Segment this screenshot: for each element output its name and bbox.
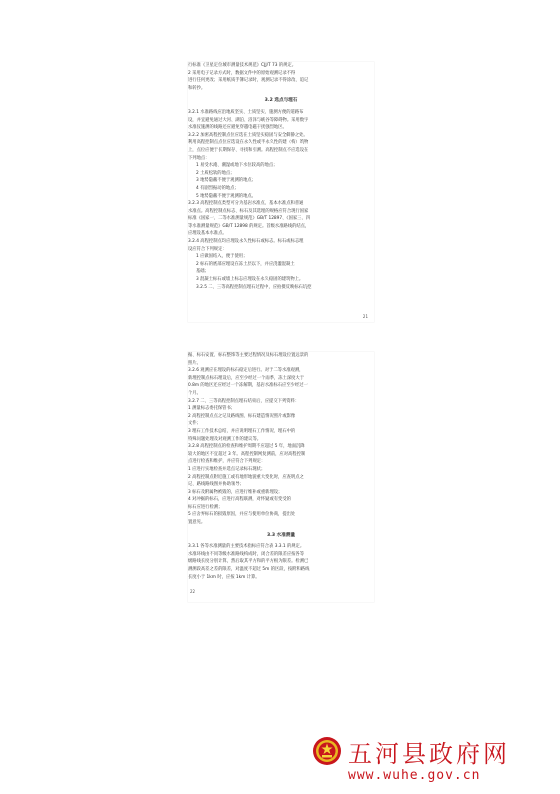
text-line: 1 应进行实地检查并选点记录标石现状； (188, 466, 266, 472)
text-line: 3.3.1 各等水准测量的主要技术指标应符合表 3.3.1 的规定。 (188, 544, 305, 550)
list-item: 1 易受水淹、潮湿或地下水位较高的地点； (196, 163, 278, 169)
text-line: 较大的地区不宜超过 3 年。高程控制网复测前，应对高程控制 (188, 451, 306, 457)
text-line: 等水准测量规范》GB/T 12898 的规定。首级水准路线的结点， (188, 223, 310, 229)
list-item: 基础； (196, 269, 209, 275)
text-line: 标石应进行检测； (188, 504, 223, 510)
list-item: 4 有剧烈振动的地点； (196, 185, 239, 191)
text-line: 应埋设基本水准点。 (188, 231, 227, 237)
text-line: 特殊问题处理及对观测工作的建议等。 (188, 436, 262, 442)
text-line: 3 标石及附属物被毁的，应进行维补或重新埋设； (188, 489, 283, 495)
text-line: 文件； (188, 421, 201, 427)
text-line: 置意见。 (188, 520, 206, 526)
text-line: 设，并宜避免通过大河、湖泊、沼泽与峡谷等障碍物。采用数字 (188, 117, 309, 123)
list-item: 3 混凝土标石或墙上标志应埋设在永久稳固的建筑物上。 (196, 277, 304, 283)
list-item: 1 应做固结入，便于使用； (196, 254, 248, 260)
page-number: 22 (190, 589, 196, 595)
text-line: 设应符合下列规定： (188, 246, 227, 252)
text-line: 5 应舍弃标石的损毁原因，并应与使用单位协商，提出处 (188, 512, 296, 518)
text-line: 级路线长度分别计算，然后取其平方和的平方根为限差。检测已 (188, 559, 309, 565)
text-line: 上，点位应便于长期保存、寻找和引测。高程控制点不应选设在 (188, 147, 309, 153)
site-logo[interactable] (312, 734, 524, 794)
text-line: 2 高程控制点附近施工或有地形地貌重大变化时，应查明点之 (188, 474, 304, 480)
text-line: 0.8m 的地区还应经过一个冻解期，基岩水准标石应至少经过一 (188, 383, 308, 389)
text-line: 和转抄。 (188, 85, 206, 91)
text-line: 测测段高差之差的限差，对温度不超过 5m 的区段，按附和路线 (188, 567, 310, 573)
section-heading-3-3: 3.3 水准测量 (266, 532, 296, 538)
page-number: 21 (362, 314, 368, 319)
list-burial-rules (188, 253, 374, 291)
text-line: 照片。 (188, 360, 201, 366)
paragraphs-3-2-6-to-3-2-8 (188, 352, 374, 527)
text-line: 3.2.2 加密高程控制点位应选在土质坚实稳固与安全僻静之处。 (188, 132, 308, 138)
text-line: 4 对冲掘的标石，应进行高程联测，对怀疑或有变受的 (188, 497, 291, 503)
text-line: 水准点。高程控制点标志、标石及其选埋的规格应符合现行国家 (188, 208, 309, 214)
list-item: 2 标石的底部应埋设在冻土层以下，并应浇灌混凝土 (196, 261, 295, 267)
scanned-page-upper (188, 62, 374, 322)
text-line: 利用高程控制点点位应选设在永久性或半永久性的建（构）筑物 (188, 140, 309, 146)
text-line: 3.2.4 高程控制点均应埋设永久性标石或标志。标石或标志埋 (188, 239, 304, 245)
text-line: 水准环线由不同等级水准路线构成时，闭合差的限差应按各等 (188, 551, 305, 557)
text-line: 3.2.8 高程控制点的检查和维护周期不应超过 5 年，地面沉降 (188, 444, 305, 450)
text-line: 标准《国家一、二等水准测量规范》GB/T 12897、《国家三、四 (188, 216, 311, 222)
text-line: 掘、标石安置、标石整饰等主要过程情况及标石埋设位置远景的 (188, 353, 309, 358)
list-item: 2 土质松软的地点； (196, 170, 235, 176)
text-line: 记、路线路线图并协助领导； (188, 482, 244, 488)
text-line: 3.2.7 二、三等高程控制点埋石结束后，应提交下列资料： (188, 398, 300, 404)
text-line: 2 采用电子记录方式时，数据文件中的原始观测记录不得 (188, 70, 296, 76)
text-line: 新埋控制点标石埋设后，应至少经过一个雨季，冻土深度大于 (188, 375, 305, 381)
paragraphs-3-2-3 (188, 200, 374, 253)
section-heading-3-2: 3.2 选点与埋石 (264, 98, 298, 104)
text-line: 3 埋石工作技术总结，并应说明埋石工作情况、埋石中的 (188, 428, 296, 434)
text-line: 3.2.1 水准路线应沿地质坚实、土质坚实、施测方便的道路布 (188, 109, 304, 115)
national-emblem-icon (312, 736, 342, 766)
text-line: 3.2.6 观测应在埋设的标石稳定后进行。对于二等水准观测， (188, 368, 304, 374)
intro-lines (188, 62, 374, 92)
list-item: 5 地势隐蔽不便于观测的地点。 (196, 193, 256, 199)
list-item: 3 地势隐蔽不便于观测的地点； (196, 178, 256, 184)
site-name: 五河县政府网 (348, 740, 510, 768)
paragraphs-3-2-1 (188, 109, 374, 162)
text-line: 下列地点： (188, 155, 210, 161)
text-line: 2 高程控制点点之记及路线图、标石建造情况照片或影像 (188, 413, 296, 419)
text-line: 行标准《卫星定位城市测量技术规范》CJJ/T 73 的规定。 (188, 63, 297, 68)
list-unsuitable-sites (188, 162, 374, 200)
text-line: 1 测量标志委托保管书； (188, 406, 236, 412)
text-line: 个月。 (188, 390, 201, 396)
text-line: 点进行检查和维护，并应符合下列规定： (188, 459, 266, 465)
text-line: 进行任何更改；采用纸质手簿记录时，观测记录不得涂改、追记 (188, 78, 309, 84)
site-url[interactable]: www.wuhe.gov.cn (348, 768, 481, 783)
text-line: 水准仪施测的线路还应避免穿越电磁干扰强烈地区。 (188, 125, 287, 131)
text-line: 长度小于 1km 时，应按 1km 计算。 (188, 574, 260, 580)
text-line: 3.2.3 高程控制点类型可分为基岩水准点、基本水准点和普通 (188, 201, 304, 207)
list-item: 3.2.5 二、三等高程控制点埋石过程中，应拍摄反映标石坑挖 (196, 284, 312, 290)
paragraphs-3-3-1 (188, 543, 374, 581)
scanned-page-lower (188, 352, 374, 602)
